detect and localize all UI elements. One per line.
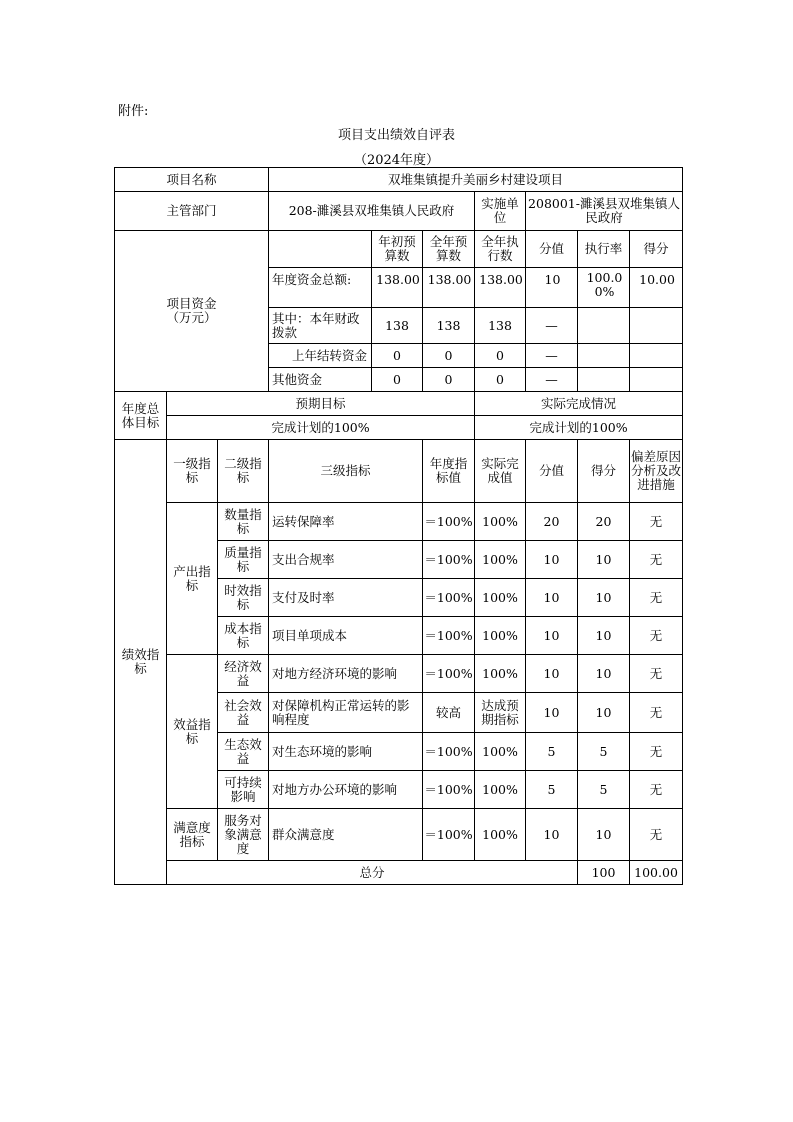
perf-header-cell: 实际完成值 (475, 440, 526, 503)
funds-row-label: 其他资金 (269, 368, 372, 392)
actual-value: 100% (475, 503, 526, 541)
funds-cell: 0 (372, 344, 423, 368)
actual-value: 100% (475, 541, 526, 579)
deviation-note: 无 (630, 579, 683, 617)
l2-indicator: 社会效益 (218, 693, 269, 733)
score-value: 10 (526, 809, 578, 861)
l3-indicator: 对地方经济环境的影响 (269, 655, 423, 693)
funds-cell (578, 368, 630, 392)
funds-label: 项目资金 （万元） (115, 231, 269, 392)
funds-header-cell: 年初预算数 (372, 231, 423, 268)
funds-cell: 0 (475, 344, 526, 368)
actual-value: 100% (475, 579, 526, 617)
l1-indicator: 效益指标 (167, 655, 218, 809)
target-value: ＝100% (423, 733, 475, 771)
funds-cell (578, 344, 630, 368)
funds-row-label: 年度资金总额: (269, 268, 372, 308)
score-value: 10 (526, 655, 578, 693)
attachment-label: 附件: (118, 104, 149, 119)
funds-header-cell: 得分 (630, 231, 683, 268)
funds-cell (630, 344, 683, 368)
perf-header-cell: 年度指标值 (423, 440, 475, 503)
score-value: 10 (526, 541, 578, 579)
deviation-note: 无 (630, 693, 683, 733)
target-value: ＝100% (423, 503, 475, 541)
l2-indicator: 数量指标 (218, 503, 269, 541)
l3-indicator: 对保障机构正常运转的影响程度 (269, 693, 423, 733)
score-value: 10 (526, 579, 578, 617)
got-value: 10 (578, 809, 630, 861)
l2-indicator: 经济效益 (218, 655, 269, 693)
got-value: 20 (578, 503, 630, 541)
l3-indicator: 对生态环境的影响 (269, 733, 423, 771)
funds-cell: — (526, 344, 578, 368)
target-value: ＝100% (423, 541, 475, 579)
actual-result-label: 实际完成情况 (475, 392, 683, 416)
project-name-label: 项目名称 (115, 168, 269, 192)
deviation-note: 无 (630, 541, 683, 579)
deviation-note: 无 (630, 655, 683, 693)
perf-header-cell: 偏差原因分析及改进措施 (630, 440, 683, 503)
got-value: 10 (578, 693, 630, 733)
funds-cell: 10 (526, 268, 578, 308)
target-value: ＝100% (423, 655, 475, 693)
funds-row-label: 上年结转资金 (269, 344, 372, 368)
perf-header-cell: 一级指标 (167, 440, 218, 503)
perf-header-cell: 得分 (578, 440, 630, 503)
target-value: ＝100% (423, 771, 475, 809)
funds-cell: 138.00 (423, 268, 475, 308)
target-value: ＝100% (423, 809, 475, 861)
funds-cell: — (526, 368, 578, 392)
expected-goal-label: 预期目标 (167, 392, 475, 416)
project-name-value: 双堆集镇提升美丽乡村建设项目 (269, 168, 683, 192)
actual-result-value: 完成计划的100% (475, 416, 683, 440)
funds-cell: 138 (372, 308, 423, 344)
funds-cell: 0 (372, 368, 423, 392)
perf-header-cell: 分值 (526, 440, 578, 503)
deviation-note: 无 (630, 503, 683, 541)
target-value: ＝100% (423, 617, 475, 655)
funds-cell: — (526, 308, 578, 344)
expected-goal-value: 完成计划的100% (167, 416, 475, 440)
score-value: 10 (526, 617, 578, 655)
actual-value: 100% (475, 617, 526, 655)
funds-cell: 0 (475, 368, 526, 392)
actual-value: 达成预期指标 (475, 693, 526, 733)
deviation-note: 无 (630, 809, 683, 861)
target-value: ＝100% (423, 579, 475, 617)
got-value: 10 (578, 541, 630, 579)
funds-cell: 100.00% (578, 268, 630, 308)
total-label: 总分 (167, 861, 578, 885)
total-got: 100.00 (630, 861, 683, 885)
funds-cell: 138 (475, 308, 526, 344)
funds-header-cell: 执行率 (578, 231, 630, 268)
l3-indicator: 运转保障率 (269, 503, 423, 541)
score-value: 5 (526, 771, 578, 809)
got-value: 10 (578, 617, 630, 655)
got-value: 10 (578, 579, 630, 617)
l2-indicator: 服务对象满意度 (218, 809, 269, 861)
l2-indicator: 生态效益 (218, 733, 269, 771)
actual-value: 100% (475, 655, 526, 693)
funds-cell: 138 (423, 308, 475, 344)
deviation-note: 无 (630, 771, 683, 809)
dept-value: 208-濉溪县双堆集镇人民政府 (269, 192, 475, 231)
funds-cell (578, 308, 630, 344)
funds-cell: 10.00 (630, 268, 683, 308)
l3-indicator: 项目单项成本 (269, 617, 423, 655)
total-score: 100 (578, 861, 630, 885)
page-title: 项目支出绩效自评表 (337, 128, 455, 143)
l1-indicator: 满意度指标 (167, 809, 218, 861)
funds-header-cell: 全年预算数 (423, 231, 475, 268)
funds-header-cell: 分值 (526, 231, 578, 268)
l3-indicator: 群众满意度 (269, 809, 423, 861)
funds-header-cell: 全年执行数 (475, 231, 526, 268)
dept-label: 主管部门 (115, 192, 269, 231)
impl-unit-label: 实施单位 (475, 192, 526, 231)
actual-value: 100% (475, 771, 526, 809)
l1-indicator: 产出指标 (167, 503, 218, 655)
funds-cell (630, 368, 683, 392)
l3-indicator: 支出合规率 (269, 541, 423, 579)
performance-label: 绩效指标 (115, 440, 167, 885)
funds-cell (630, 308, 683, 344)
l3-indicator: 对地方办公环境的影响 (269, 771, 423, 809)
funds-cell: 138.00 (475, 268, 526, 308)
funds-row-label: 其中：本年财政拨款 (269, 308, 372, 344)
l2-indicator: 质量指标 (218, 541, 269, 579)
actual-value: 100% (475, 809, 526, 861)
score-value: 20 (526, 503, 578, 541)
actual-value: 100% (475, 733, 526, 771)
funds-cell: 0 (423, 368, 475, 392)
annual-goals-label: 年度总体目标 (115, 392, 167, 440)
funds-cell: 0 (423, 344, 475, 368)
score-value: 10 (526, 693, 578, 733)
funds-header-blank (269, 231, 372, 268)
l2-indicator: 可持续影响 (218, 771, 269, 809)
l2-indicator: 时效指标 (218, 579, 269, 617)
l2-indicator: 成本指标 (218, 617, 269, 655)
page-subtitle-year: （2024年度） (353, 153, 440, 168)
got-value: 5 (578, 733, 630, 771)
deviation-note: 无 (630, 617, 683, 655)
self-evaluation-table (114, 167, 683, 885)
target-value: 较高 (423, 693, 475, 733)
deviation-note: 无 (630, 733, 683, 771)
l3-indicator: 支付及时率 (269, 579, 423, 617)
perf-header-cell: 二级指标 (218, 440, 269, 503)
impl-unit-value: 208001-濉溪县双堆集镇人民政府 (526, 192, 683, 231)
funds-cell: 138.00 (372, 268, 423, 308)
score-value: 5 (526, 733, 578, 771)
got-value: 5 (578, 771, 630, 809)
perf-header-cell: 三级指标 (269, 440, 423, 503)
got-value: 10 (578, 655, 630, 693)
